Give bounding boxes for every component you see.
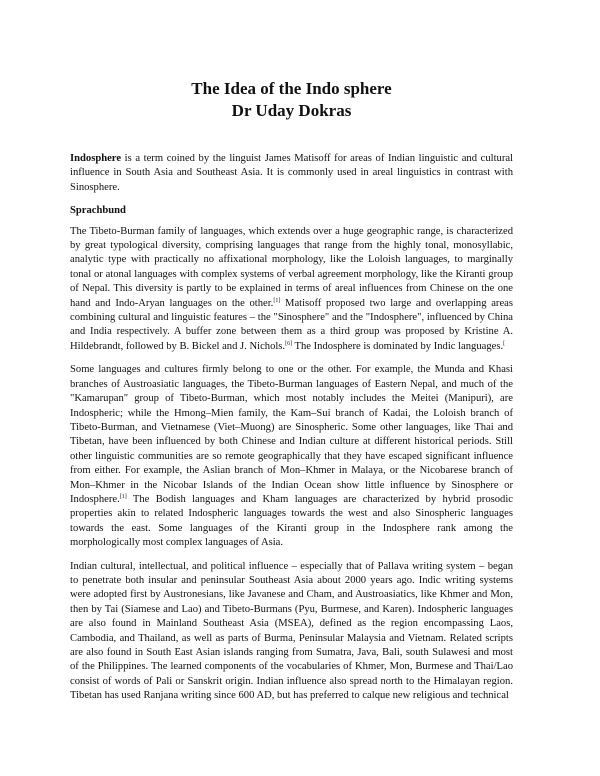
citation-ref[interactable]: [6] bbox=[285, 340, 293, 347]
intro-paragraph bbox=[70, 152, 513, 195]
paragraph-2 bbox=[70, 363, 513, 550]
citation-ref[interactable]: [1] bbox=[273, 297, 281, 304]
paragraph-2-part-b: The Bodish languages and Kham languages are characterized by hybrid prosodic properties akin to related Indospheric languages towards the west and also Sinospheric languages towards the east. Some languages of the Kiranti group in the Indosphere rank among the morphologically most complex languages of Asia. bbox=[70, 493, 513, 549]
document-author: Dr Uday Dokras bbox=[231, 101, 352, 120]
citation-ref[interactable]: [1] bbox=[119, 493, 127, 500]
citation-ref[interactable]: [ bbox=[503, 340, 506, 347]
paragraph-1-part-a: The Tibeto-Burman family of languages, which extends over a huge geographic range, is characterized by great typological diversity, comprising languages that range from the highly tonal, monosyllabic, analytic type with practically no affixational morphology, like the Loloish languages, to marginally tonal or atonal languages with complex systems of verbal agreement morphology, like the Kiranti group of Nepal. This diversity is partly to be explained in terms of areal influences from Chinese on the one hand and Indo-Aryan languages on the other. bbox=[70, 225, 513, 309]
document-title: The Idea of the Indo sphere bbox=[191, 79, 392, 98]
intro-term: Indosphere bbox=[70, 153, 122, 164]
paragraph-1-part-b: Matisoff proposed two large and overlapping areas combining cultural and linguistic features – the "Sinosphere" and the "Indosphere", influenced by China and India respectively. A buffer zone between them as a third group was proposed by Kristine A. Hildebrandt, followed by B. Bickel and J. Nichols. bbox=[70, 297, 513, 352]
paragraph-1-part-c: The Indosphere is dominated by Indic languages. bbox=[292, 340, 504, 352]
intro-text: is a term coined by the linguist James Matisoff for areas of Indian linguistic and cultural influence in South Asia and Southeast Asia. It is commonly used in areal linguistics in contrast with Sinosphere. bbox=[70, 153, 513, 193]
paragraph-2-part-a: Some languages and cultures firmly belong to one or the other. For example, the Munda and Khasi branches of Austroasiatic languages, the Tibeto-Burman languages of Eastern Nepal, and much of the "Kamarupan" group of Tibeto-Burman, which most notably includes the Meitei (Manipuri), are Indospheric; while the Hmong–Mien family, the Kam–Sui branch of Kadai, the Loloish branch of Tibeto-Burman, and Vietnamese (Viet–Muong) are Sinospheric. Some other languages, like Thai and Tibetan, have been influenced by both Chinese and Indian culture at different historical periods. Still other linguistic communities are so remote geographically that they have escaped significant influence from either. For example, the Aslian branch of Mon–Khmer in Malaya, or the Nicobarese branch of Mon–Khmer in the Nicobar Islands of the Indian Ocean show little influence by Sinosphere or Indosphere. bbox=[70, 364, 513, 505]
paragraph-1 bbox=[70, 225, 513, 355]
paragraph-3: Indian cultural, intellectual, and political influence – especially that of Pallava writing system – began to penetrate both insular and peninsular Southeast Asia about 2000 years ago. Indic writing systems were adopted first by Austronesians, like Javanese and Cham, and Austroasiatics, like Khmer and Mon, then by Tai (Siamese and Lao) and Tibeto-Burmans (Pyu, Burmese, and Karen). Indospheric languages are also found in Mainland Southeast Asia (MSEA), defined as the region encompassing Laos, Cambodia, and Thailand, as well as parts of Burma, Peninsular Malaysia and Vietnam. Related scripts are also found in South East Asian islands ranging from Sumatra, Java, Bali, south Sulawesi and most of the Philippines. The learned components of the vocabularies of Khmer, Mon, Burmese and Thai/Lao consist of words of Pali or Sanskrit origin. Indian influence also spread north to the Himalayan region. Tibetan has used Ranjana writing since 600 AD, but has preferred to calque new religious and technical bbox=[70, 560, 513, 702]
section-heading: Sprachbund bbox=[70, 205, 126, 217]
